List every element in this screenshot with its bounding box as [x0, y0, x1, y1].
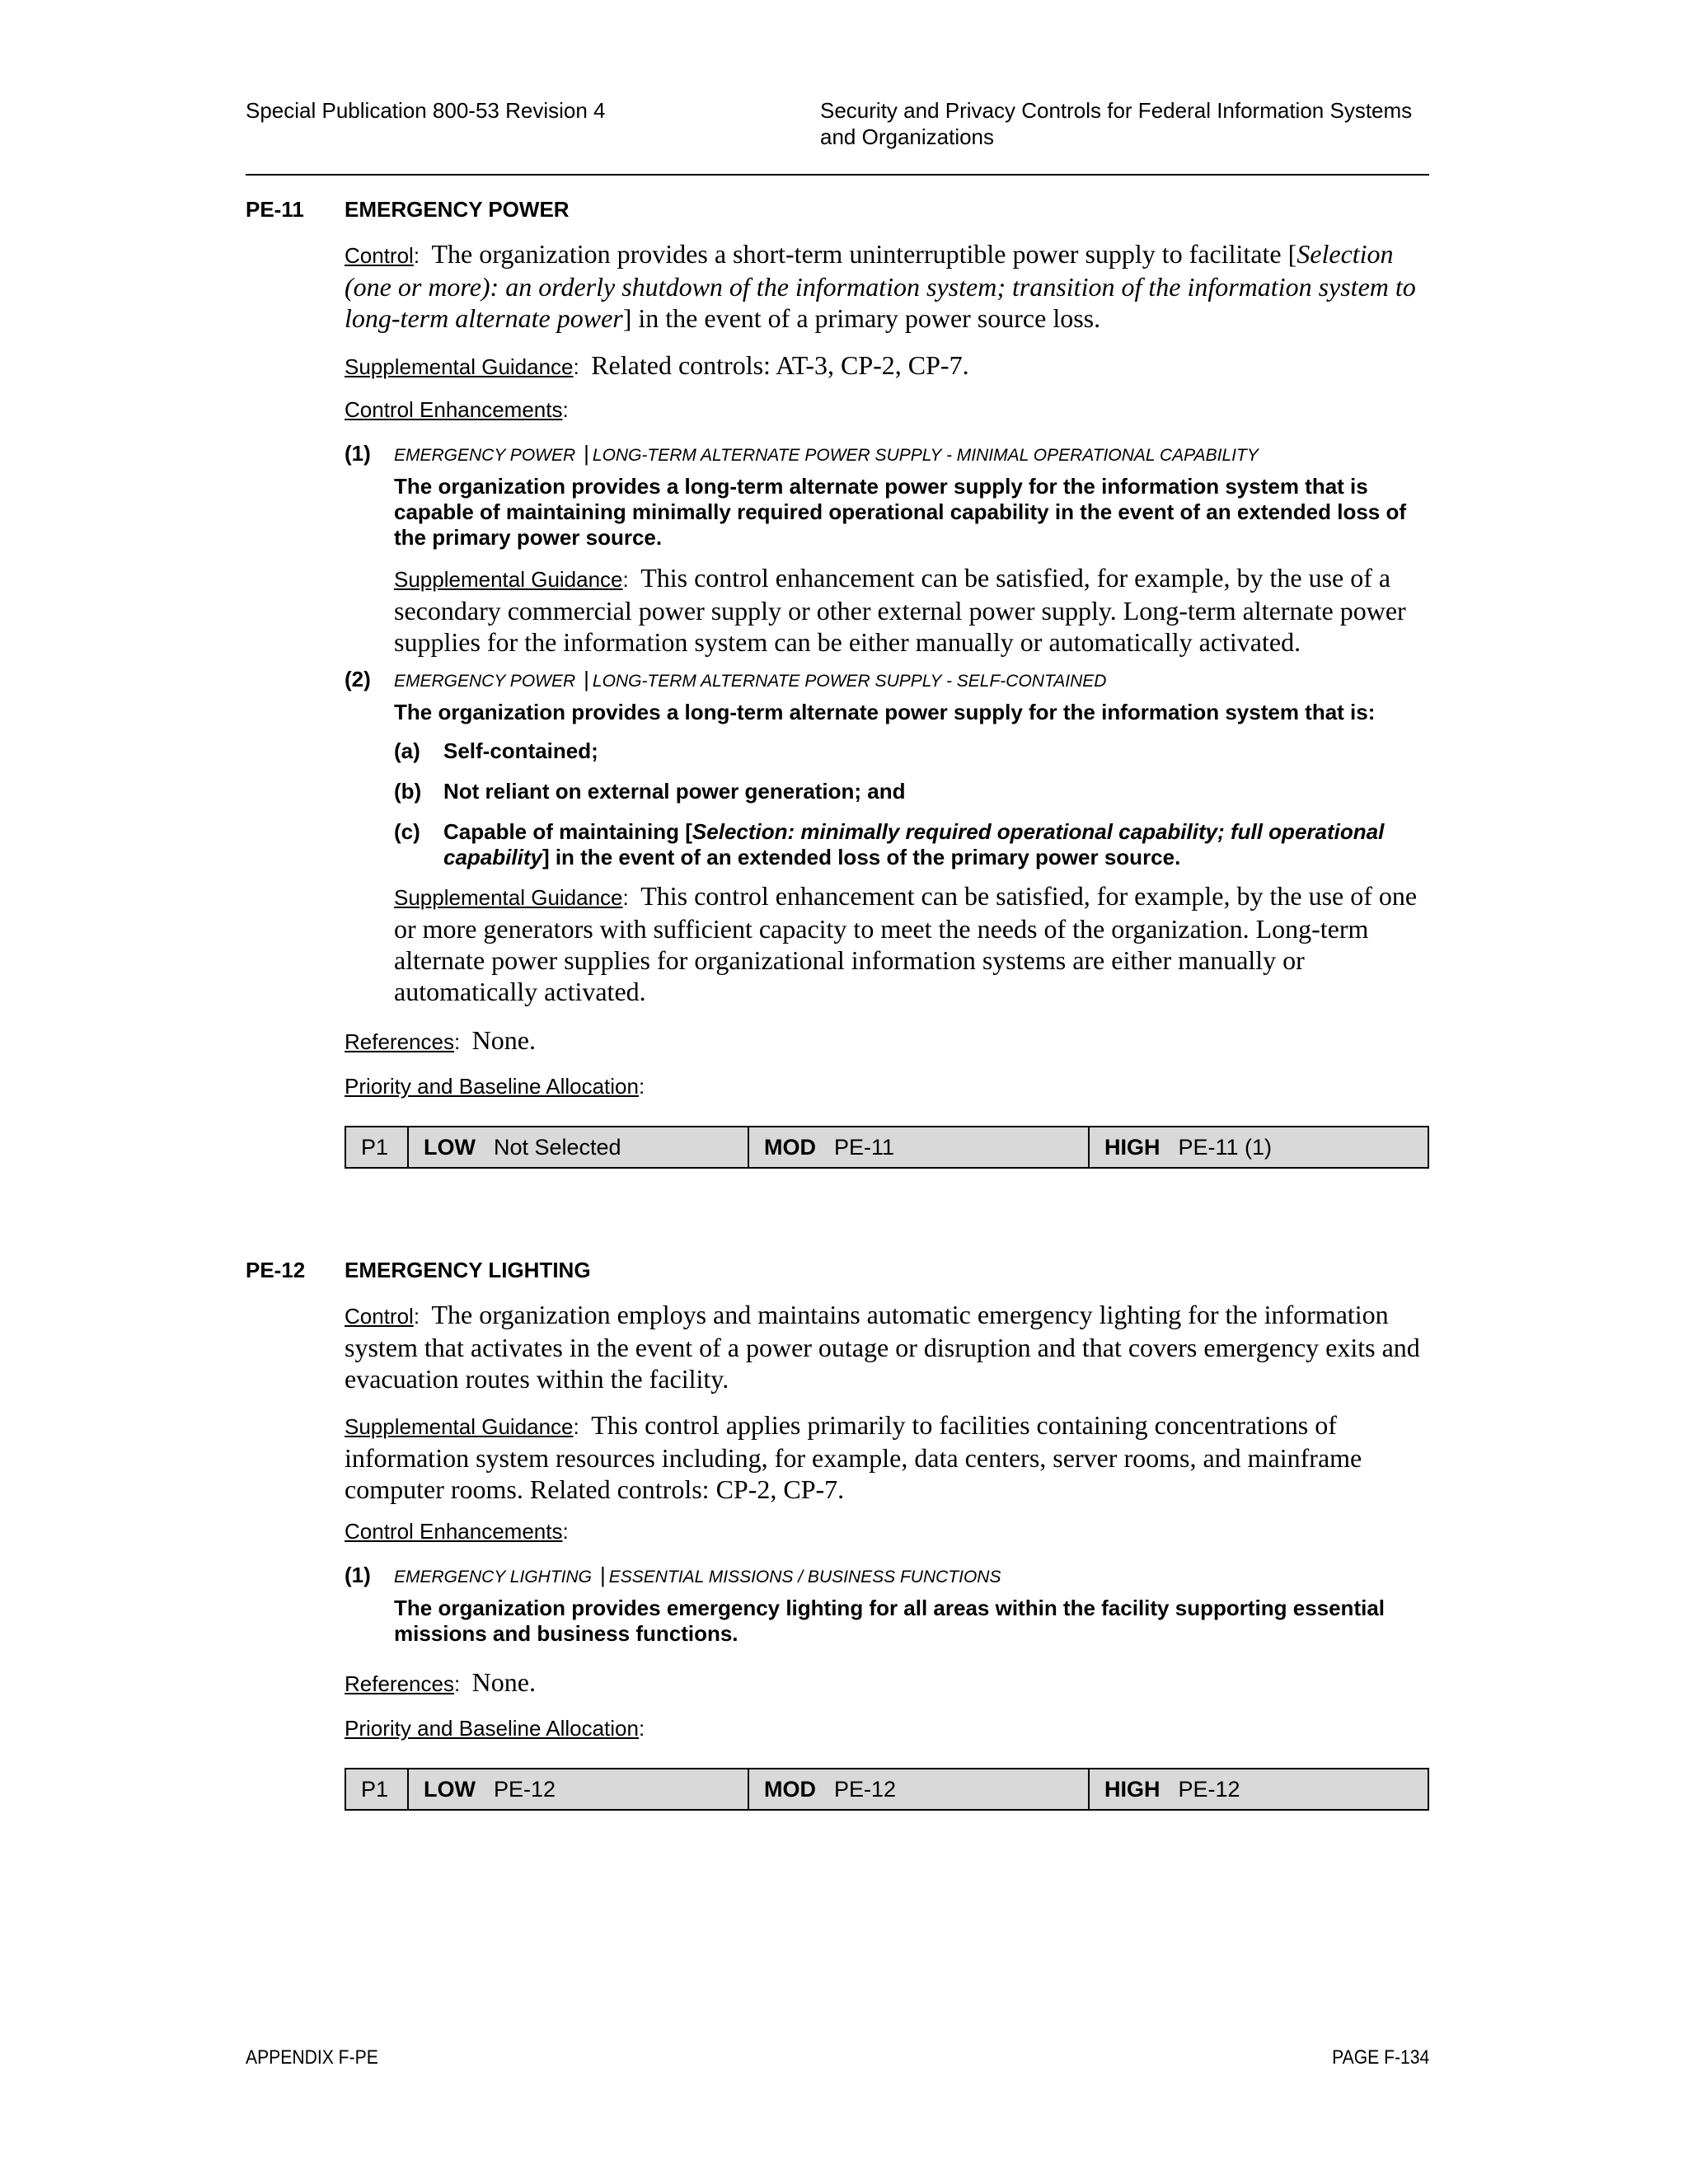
- item-text: Not reliant on external power generation; and: [443, 779, 906, 804]
- item-text-post: ] in the event of an extended loss of the primary power source.: [542, 845, 1181, 869]
- baseline-low: [409, 1127, 749, 1167]
- pe11-enhancements-heading: Control Enhancements:: [345, 397, 569, 422]
- pe12-enh1-title-name: ESSENTIAL MISSIONS / BUSINESS FUNCTIONS: [608, 1568, 1001, 1586]
- priority-label: Priority and Baseline Allocation: [345, 1074, 639, 1099]
- pe12-enhancements-heading: Control Enhancements:: [345, 1519, 569, 1544]
- baseline-mod: [749, 1127, 1090, 1167]
- running-header-right: [820, 97, 1447, 150]
- item-selection: Selection: minimally required operational capability; full operational capability: [443, 819, 1385, 869]
- item-letter: (c): [394, 819, 420, 844]
- pe11-enh2-item-c: [394, 819, 1429, 870]
- pe12-supplemental-text: This control applies primarily to facilities containing concentrations of information system resources including, for example, data centers, server rooms, and mainframe computer rooms. Related controls: CP-2, CP-7.: [345, 1410, 1362, 1504]
- running-header-left: Special Publication 800-53 Revision 4: [246, 98, 606, 123]
- pe12-enh1-title: [394, 1562, 1429, 1591]
- pe11-enh2-item-a: [394, 738, 1429, 764]
- supplemental-label: Supplemental Guidance: [394, 885, 623, 910]
- high-label: HIGH: [1104, 1134, 1160, 1160]
- title-separator: |: [584, 667, 589, 691]
- pe11-enh2-number: (2): [345, 667, 371, 691]
- pe12-control-text: The organization employs and maintains automatic emergency lighting for the information system that activates in the event of a power outage or disruption and that covers emergency exits and evacuation routes within the facility.: [345, 1300, 1420, 1394]
- pe12-references-text: None.: [471, 1667, 536, 1697]
- pe12-control-title: EMERGENCY LIGHTING: [345, 1258, 591, 1282]
- pe12-baseline-table: [345, 1768, 1429, 1811]
- control-label: Control: [345, 243, 414, 268]
- low-value: Not Selected: [493, 1134, 621, 1160]
- mod-value: PE-11: [834, 1134, 895, 1160]
- item-letter: (a): [394, 738, 420, 763]
- pe12-control-statement: Control: The organization employs and maintains automatic emergency lighting for the information system that activates in the event of a power outage or disruption and that covers emergency exits and evacuation routes within the facility.: [345, 1300, 1420, 1394]
- low-value: PE-12: [493, 1776, 556, 1802]
- header-divider: [246, 174, 1429, 176]
- footer-page-number: PAGE F-134: [1331, 2046, 1429, 2069]
- pe12-enh1-number: (1): [345, 1563, 371, 1587]
- pe11-enh2-statement: The organization provides a long-term alternate power supply for the information system that is:: [394, 700, 1376, 724]
- pe11-supplemental-text: Related controls: AT-3, CP-2, CP-7.: [591, 350, 969, 380]
- references-label: References: [345, 1671, 454, 1696]
- pe12-supplemental: Supplemental Guidance: This control applies primarily to facilities containing concentrations of information system resources including, for example, data centers, server rooms, and mainframe computer rooms. Related controls: CP-2, CP-7.: [345, 1410, 1362, 1504]
- title-separator: |: [599, 1563, 606, 1587]
- pe11-enh1-title: [394, 440, 1429, 469]
- references-label: References: [345, 1029, 454, 1054]
- footer-appendix: APPENDIX F-PE: [246, 2046, 378, 2069]
- pe11-control-statement: Control: The organization provides a short-term uninterruptible power supply to facilitate [Selection (one or more): an orderly shutdown of the information system; transition of the information system to long-term alternate power] in the event of a primary power source loss.: [345, 239, 1416, 333]
- pe11-control-id: PE-11: [246, 197, 304, 222]
- mod-value: PE-12: [834, 1776, 897, 1802]
- pe11-enh1-title-control: EMERGENCY POWER: [394, 446, 576, 465]
- pe11-enh2-title-control: EMERGENCY POWER: [394, 672, 576, 691]
- pe11-supplemental: Supplemental Guidance: Related controls: AT-3, CP-2, CP-7.: [345, 350, 969, 380]
- pe12-enh1-title-control: EMERGENCY LIGHTING: [394, 1568, 592, 1586]
- pe11-control-pre: The organization provides a short-term uninterruptible power supply to facilitate [: [431, 239, 1297, 269]
- pe11-baseline-table: [345, 1126, 1429, 1169]
- title-separator: |: [584, 441, 589, 466]
- pe11-enh1-statement: The organization provides a long-term alternate power supply for the information system that is capable of maintaining minimally required operational capability in the event of an extended loss of the primary power source.: [394, 474, 1407, 550]
- pe11-enh2-title-name: LONG-TERM ALTERNATE POWER SUPPLY - SELF-CONTAINED: [592, 672, 1107, 691]
- high-value: PE-11 (1): [1178, 1134, 1273, 1160]
- control-label: Control: [345, 1304, 414, 1329]
- pe12-enhancement-1: [345, 1562, 1429, 1647]
- pe11-control-post: ] in the event of a primary power source loss.: [622, 303, 1101, 333]
- high-label: HIGH: [1104, 1776, 1160, 1802]
- baseline-high: [1090, 1127, 1428, 1167]
- pe12-priority-heading: Priority and Baseline Allocation:: [345, 1716, 645, 1741]
- pe11-enh1-number: (1): [345, 441, 371, 466]
- pe11-enh1-title-name: LONG-TERM ALTERNATE POWER SUPPLY - MINIMAL OPERATIONAL CAPABILITY: [592, 446, 1259, 465]
- pe12-references: References: None.: [345, 1667, 536, 1697]
- pe11-enh2-title: [394, 666, 1429, 695]
- low-label: LOW: [424, 1134, 476, 1160]
- supplemental-label: Supplemental Guidance: [394, 567, 623, 592]
- pe11-enhancement-2: (2) EMERGENCY POWER | LONG-TERM ALTERNATE POWER SUPPLY - SELF-CONTAINED The organization provides a long-term alternate power supply for the information system that is: (a) Self-contained; (b) Not reliant on external power generation; and (c) Capable of maintaining [Selection: minimally required operational capability; full operational capability] in the event of an extended loss of the primary power source. Supplemental Guidance: This control enhancement can be satisfied, for example, by the use of one or more generators with sufficient capacity to meet the needs of the organization. Long-term alternate power supplies for organizational information systems are either manually or automatically activated.: [345, 666, 1429, 1007]
- pe11-control-title: EMERGENCY POWER: [345, 197, 570, 222]
- pe11-references-text: None.: [471, 1025, 536, 1055]
- mod-label: MOD: [764, 1776, 816, 1802]
- pe12-enh1-statement: The organization provides emergency lighting for all areas within the facility supporting essential missions and business functions.: [394, 1596, 1386, 1646]
- pe11-enh2-item-b: [394, 779, 1429, 804]
- baseline-mod: [749, 1769, 1090, 1809]
- item-letter: (b): [394, 779, 422, 804]
- baseline-high: [1090, 1769, 1428, 1809]
- enhancements-label: Control Enhancements: [345, 397, 563, 422]
- baseline-low: [409, 1769, 749, 1809]
- item-text: Self-contained;: [443, 738, 598, 763]
- low-label: LOW: [424, 1776, 476, 1802]
- pe12-control-id: PE-12: [246, 1258, 306, 1282]
- pe11-control-selection: Selection (one or more): an orderly shutdown of the information system; transition of the information system to long-term alternate power: [345, 239, 1416, 333]
- running-header-right-line2: and Organizations: [820, 124, 995, 149]
- high-value: PE-12: [1178, 1776, 1240, 1802]
- priority-label: Priority and Baseline Allocation: [345, 1716, 639, 1741]
- pe11-references: References: None.: [345, 1025, 536, 1055]
- baseline-priority: P1: [346, 1127, 409, 1167]
- pe11-priority-heading: Priority and Baseline Allocation:: [345, 1074, 645, 1099]
- supplemental-label: Supplemental Guidance: [345, 1414, 574, 1439]
- pe11-enhancement-1: (1) EMERGENCY POWER | LONG-TERM ALTERNATE POWER SUPPLY - MINIMAL OPERATIONAL CAPABILITY The organization provides a long-term alternate power supply for the information system that is capable of maintaining minimally required operational capability in the event of an extended loss of the primary power source. Supplemental Guidance: This control enhancement can be satisfied, for example, by the use of a secondary commercial power supply or other external power supply. Long-term alternate power supplies for the information system can be either manually or automatically activated.: [345, 440, 1429, 658]
- enhancements-label: Control Enhancements: [345, 1519, 563, 1544]
- pe11-enh2-supplemental: This control enhancement can be satisfied, for example, by the use of one or more generators with sufficient capacity to meet the needs of the organization. Long-term alternate power supplies for organizational information systems are either manually or automatically activated.: [394, 881, 1418, 1006]
- item-text-pre: Capable of maintaining [: [443, 819, 692, 844]
- running-header-right-line1: Security and Privacy Controls for Federal Information Systems: [820, 98, 1413, 123]
- baseline-priority: P1: [346, 1769, 409, 1809]
- supplemental-label: Supplemental Guidance: [345, 354, 574, 379]
- mod-label: MOD: [764, 1134, 816, 1160]
- pe11-enh1-supplemental: This control enhancement can be satisfied, for example, by the use of a secondary commercial power supply or other external power supply. Long-term alternate power supplies for the information system can be either manually or automatically activated.: [394, 563, 1406, 657]
